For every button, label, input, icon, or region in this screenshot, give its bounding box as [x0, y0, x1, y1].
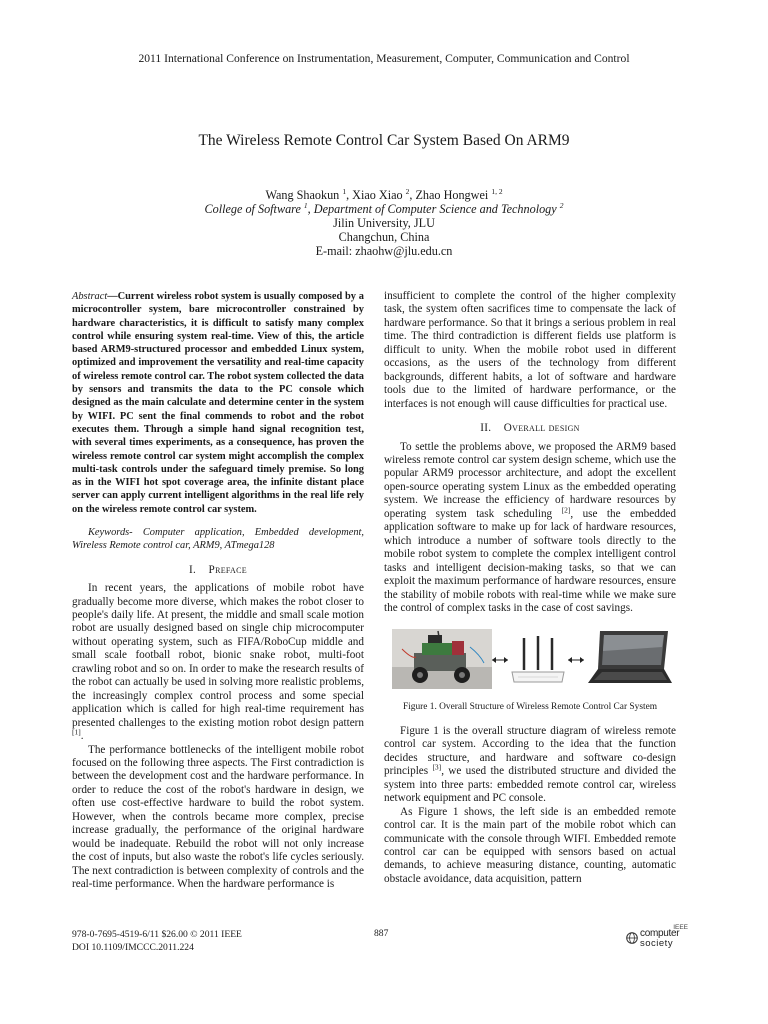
paragraph: The performance bottlenecks of the intelligent mobile robot focused on the following three aspects. The First contradiction is between the development cost and the hardware performance. In order to reduce the cost of the robot's hardware in design, we often use cost-effective hardware to build the robot system. However, when the controls became more complex, precise increase gradually, the performance of the original hardware would be inadequate. Rebuild the robot will not only increase the cost of inputs, but also waste the robot's life cycles seriously. The next contradiction is between complexity of controls and the real-time performance. When the hardware performance is	[72, 743, 364, 891]
page-number: 887	[374, 928, 389, 939]
section-heading-1	[72, 564, 364, 577]
wifi-router-image	[508, 634, 568, 689]
author-block	[0, 188, 768, 258]
logo-society-text: society	[640, 938, 674, 949]
doi: DOI 10.1109/IMCCC.2011.224	[72, 942, 194, 953]
paper-title: The Wireless Remote Control Car System Based On ARM9	[198, 132, 570, 149]
affiliation-2-sup: 2	[559, 200, 564, 210]
citation: [1]	[72, 727, 81, 737]
abstract-dash: —	[107, 291, 118, 302]
author-name: Wang Shaokun	[265, 188, 340, 202]
author-names: Wang Shaokun $^1$, Xiao Xiao $^2$, Zhao Hongwei $^{1, 2}$	[265, 186, 503, 202]
affiliation-1: College of Software	[204, 202, 301, 216]
affiliation-2: Department of Computer Science and Technology	[313, 202, 557, 216]
author-name: Zhao Hongwei	[415, 188, 489, 202]
abstract-label: Abstract	[72, 291, 108, 302]
footer-copyright	[72, 928, 242, 954]
conference-header: 2011 International Conference on Instrumentation, Measurement, Computer, Communication and Control	[138, 52, 630, 65]
isbn: 978-0-7695-4519-6/11 $26.00 © 2011 IEEE	[72, 929, 242, 940]
affiliation-1-sup: 1	[303, 200, 308, 210]
ieee-computer-society-logo	[626, 924, 696, 950]
arrow-left-icon	[490, 655, 510, 665]
paragraph: As Figure 1 shows, the left side is an embedded remote control car. It is the main part of the mobile robot which can communicate with the console through WIFI. Embedded remote control car can be equipped with sensors based on actual demands, to achieve measuring distance, counting, automatic obstacle avoidance, data acquisition, pattern	[384, 805, 676, 885]
affiliation: College of Software $^1$, Department of Computer Science and Technology $^2$	[204, 200, 564, 216]
paragraph-continued: insufficient to complete the control of the higher complexity task, the system often sacrifices time to compensate the lack of hardware performance. So that it brings a serious problem in real time. The third contradiction is different fields use platform is difficult to unity. When the mobile robot used in different occasions, as the users of the technology from different backgrounds, different habits, a lot of software and hardware tools due to the limited of hardware performance, or the interfaces is not enough will cause difficulties for practical use.	[384, 290, 676, 410]
arrow-right-icon	[566, 655, 586, 665]
keywords: Keywords- Computer application, Embedded development, Wireless Remote control car, ARM9, ATmega128	[72, 527, 364, 552]
section-title: Overall design	[503, 422, 580, 435]
paragraph: To settle the problems above, we proposed the ARM9 based wireless remote control car system design scheme, which use the popular ARM9 processor architecture, and adopt the excellent open-source operating system Linux as the embedded operating system. We increase the efficiency of hardware resources by operating system task scheduling [2], use the embedded application software to make up for lack of hardware resources, which introduce a number of software tools directly to the mobile robot system to complete the complex intelligent control tasks and intelligent decision-making tasks, so that we can exploit the maximum performance of hardware resources, ensure the stability of mobile robots with real-time while we make sure the control of complex tasks in the case of cost savings.	[384, 440, 676, 614]
logo-computer-text: computer	[640, 928, 680, 939]
abstract-text: Current wireless robot system is usually composed by a microcontroller system, bare microcontroller constrained by hardware characteristics, it is difficult to satisfy many complex control while ensuring system real-time. View of this, the article based ARM9-structured processor and embedded Linux system, optimized and improvement the versatility and real-time capacity of wireless remote control car. The robot system collected the data by sensors and transmits the data to the PC console which designed as the main calculate and determine center in the system by WIFI. PC sent the final commends to robot and the robot executes them. Through a simple hand signal recognition test, with several times experiments, as a consequence, has proven the wireless remote control car system might accomplish the complex multi-task controls under the safeguard timely premise. So long as in the WIFI hot spot coverage area, the infinite distant place server can apply current intelligent algorithms in the real life rely on the wireless remote control car system.	[72, 291, 364, 515]
university: Jilin University, JLU	[333, 216, 435, 230]
section-title: Preface	[208, 563, 247, 576]
citation: [3]	[432, 762, 442, 772]
pc-console-laptop-image	[584, 629, 674, 689]
author-name: Xiao Xiao	[352, 188, 403, 202]
paragraph: In recent years, the applications of mobile robot have gradually become more diverse, which makes the robot closer to people's daily life. At present, the middle and small scale motion robot are usually designed based on single chip microcomputer without operating system, such as FIFA/RoboCup middle and small scale football robot, bionic snake robot, multi-foot crawling robot and so on. In order to make the research results of the robot can actually be used in solving more realistic problems, the increasingly complex control process and some special application which is called for high real-time requirement has presented challenges to the existing motion robot design pattern [1].	[72, 582, 364, 743]
email: E-mail: zhaohw@jlu.edu.cn	[315, 244, 453, 258]
section-heading-2	[384, 422, 676, 435]
author-sup: 2	[405, 186, 410, 196]
figure-caption: Figure 1. Overall Structure of Wireless Remote Control Car System	[402, 702, 658, 713]
globe-icon	[626, 932, 638, 944]
city: Changchun, China	[338, 230, 430, 244]
section-number: II.	[480, 422, 492, 435]
right-column	[384, 290, 676, 886]
figure-1	[384, 629, 676, 691]
robot-car-photo	[392, 629, 492, 689]
author-sup: 1	[342, 186, 347, 196]
citation: [2]	[561, 505, 571, 515]
section-number: I.	[189, 563, 197, 576]
paragraph: Figure 1 is the overall structure diagram of wireless remote control car system. According to the idea that the function decides structure, and hardware and software co-design principles [3], we used the distributed structure and divided the system into three parts: embedded remote control car, wireless network equipment and PC console.	[384, 724, 677, 805]
abstract	[72, 290, 364, 516]
logo-ieee-text: IEEE	[673, 924, 688, 931]
author-sup: 1, 2	[491, 186, 503, 196]
left-column	[72, 290, 364, 892]
